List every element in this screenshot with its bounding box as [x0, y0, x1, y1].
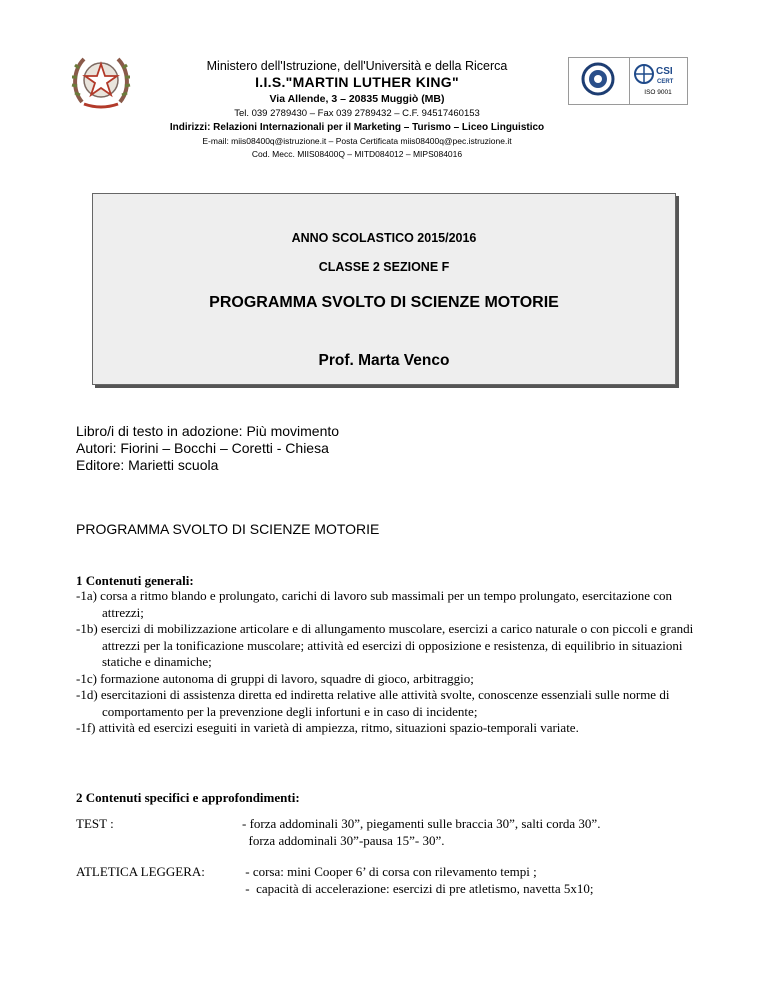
- class-section: CLASSE 2 SEZIONE F: [318, 260, 450, 274]
- test-line: forza addominali 30”-pausa 15”- 30”.: [242, 832, 445, 848]
- teacher-name: Prof. Marta Venco: [318, 352, 450, 369]
- section-1-list: [76, 588, 716, 737]
- school-address: Via Allende, 3 – 20835 Muggiò (MB): [269, 92, 445, 105]
- test-label: TEST :: [76, 816, 114, 831]
- textbook-info: [76, 423, 339, 473]
- cert-divider: [629, 58, 630, 104]
- textbook-title: Libro/i di testo in adozione: Più movimento: [76, 423, 340, 439]
- section-2-title: 2 Contenuti specifici e approfondimenti:: [76, 790, 300, 805]
- atletica-line: - corsa: mini Cooper 6’ di corsa con rilevamento tempi ;: [242, 864, 537, 879]
- school-phone: Tel. 039 2789430 – Fax 039 2789432 – C.F. 94517460153: [234, 108, 480, 120]
- program-heading: PROGRAMMA SVOLTO DI SCIENZE MOTORIE: [76, 521, 380, 537]
- section-1-title: 1 Contenuti generali:: [76, 573, 194, 588]
- quality-seal-icon: [581, 62, 615, 96]
- list-item: -1f) attività ed esercizi eseguiti in varietà di ampiezza, ritmo, situazioni spazio-temporali variate.: [76, 720, 579, 735]
- list-item: -1d) esercitazioni di assistenza diretta ed indiretta relative alle attività svolte, conoscenze essenziali sulle norme di comportamento per la prevenzione degli infortuni e in caso di incidente;: [76, 687, 670, 719]
- list-item: -1c) formazione autonoma di gruppi di lavoro, squadre di gioco, arbitraggio;: [76, 670, 474, 686]
- list-item: -1b) esercizi di mobilizzazione articolare e di allungamento muscolare, esercizi a carico naturale o con piccoli e grandi attrezzi per la tonificazione muscolare; attività ed esercizi di opposizione e resistenza, di equilibrio in situazioni statiche e dinamiche;: [76, 621, 694, 669]
- csi-cert-logo: [633, 61, 683, 89]
- iso-label: ISO 9001: [644, 89, 672, 96]
- ministry-name: Ministero dell'Istruzione, dell'Università e della Ricerca: [206, 59, 508, 73]
- cert-sub: CERT: [657, 79, 674, 85]
- atletica-line: - capacità di accelerazione: esercizi di pre atletismo, navetta 5x10;: [242, 880, 594, 896]
- italian-republic-emblem: [70, 50, 132, 112]
- school-codes: Cod. Mecc. MIIS08400Q – MITD084012 – MIPS084016: [251, 148, 463, 159]
- textbook-authors: Autori: Fiorini – Bocchi – Coretti - Chiesa: [76, 439, 329, 456]
- test-line: - forza addominali 30”, piegamenti sulle braccia 30”, salti corda 30”.: [242, 816, 601, 831]
- atletica-label: ATLETICA LEGGERA:: [76, 864, 205, 879]
- title-box: [92, 193, 676, 385]
- textbook-publisher: Editore: Marietti scuola: [76, 456, 219, 473]
- school-year: ANNO SCOLASTICO 2015/2016: [291, 231, 477, 245]
- letterhead: [150, 59, 564, 159]
- certification-logos: [568, 57, 688, 105]
- school-email: E-mail: miis08400q@istruzione.it – Posta Certificata miis08400q@pec.istruzione.it: [202, 135, 512, 146]
- test-details: [242, 816, 600, 849]
- atletica-details: [242, 864, 594, 897]
- list-item: -1a) corsa a ritmo blando e prolungato, carichi di lavoro sub massimali per un tempo prolungato, esercitazione con attrezzi;: [76, 588, 673, 620]
- document-title: PROGRAMMA SVOLTO DI SCIENZE MOTORIE: [209, 294, 559, 311]
- school-name: I.I.S."MARTIN LUTHER KING": [255, 74, 459, 90]
- cert-brand: CSI: [656, 66, 673, 77]
- school-indirizzi: Indirizzi: Relazioni Internazionali per il Marketing – Turismo – Liceo Linguistico: [169, 121, 545, 133]
